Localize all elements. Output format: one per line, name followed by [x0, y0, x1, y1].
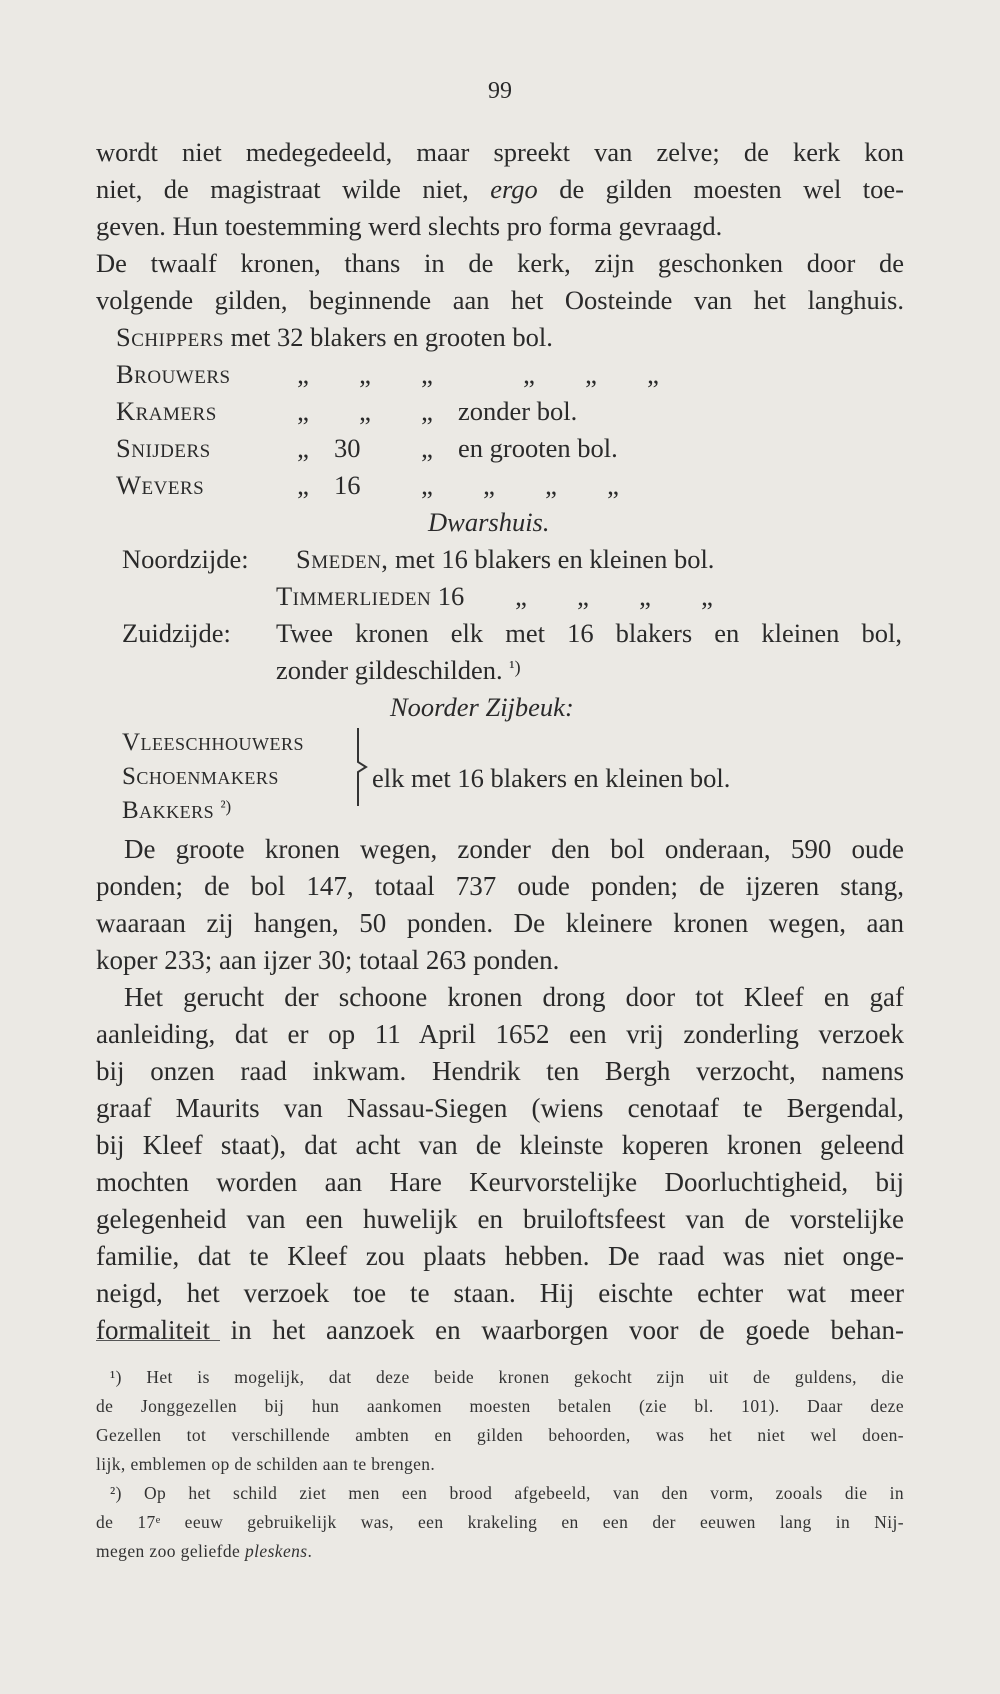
footnote-line: ²) Op het schild ziet men een brood afgebeeld, van den vorm, zooals die in [110, 1483, 904, 1503]
section-heading-noorder-zijbeuk: Noorder Zijbeuk: [390, 692, 574, 722]
text-line: waaraan zij hangen, 50 ponden. De kleinere kronen wegen, aan [96, 908, 904, 938]
ditto-marks: „ „ „ „ [515, 581, 713, 611]
guild-entry-values: „ 30 „ [297, 433, 433, 463]
text-line: bij Kleef staat), dat acht van de kleinste koperen kronen geleend [96, 1130, 904, 1160]
guild-entry: Brouwers [116, 359, 231, 389]
text-line: bij onzen raad inkwam. Hendrik ten Bergh verzocht, namens [96, 1056, 904, 1086]
ditto-marks: „ „ „ [297, 396, 433, 426]
footnote-line: ¹) Het is mogelijk, dat deze beide kronen gekocht zijn uit de guldens, die [110, 1367, 904, 1387]
text-line: De twaalf kronen, thans in de kerk, zijn geschonken door de [96, 248, 904, 278]
text-line: mochten worden aan Hare Keurvorstelijke Doorluchtigheid, bij [96, 1167, 904, 1197]
zijbeuk-shared-text: elk met 16 blakers en kleinen bol. [372, 763, 731, 793]
guild-entry: Snijders [116, 433, 211, 463]
noordzijde-line: Smeden, met 16 blakers en kleinen bol. [296, 544, 715, 574]
text-line: geven. Hun toestemming werd slechts pro forma gevraagd. [96, 211, 723, 241]
text-line: familie, dat te Kleef zou plaats hebben. De raad was niet onge- [96, 1241, 904, 1271]
ditto-marks: „ „ „ „ „ „ [297, 359, 659, 389]
guild-entry-rest: zonder bol. [458, 396, 578, 426]
zuidzijde-label: Zuidzijde: [122, 618, 231, 648]
text-line: wordt niet medegedeeld, maar spreekt van zelve; de kerk kon [96, 137, 904, 167]
text-line: koper 233; aan ijzer 30; totaal 263 ponden. [96, 945, 560, 975]
curly-brace [356, 726, 370, 808]
guild-entry: Wevers [116, 470, 205, 500]
text-line: formaliteit in het aanzoek en waarborgen voor de goede behan- [96, 1315, 904, 1345]
zuidzijde-line: Twee kronen elk met 16 blakers en kleinen bol, [276, 618, 902, 648]
zijbeuk-guild: Vleeschhouwers [122, 729, 305, 756]
text-line: neigd, het verzoek toe te staan. Hij eischte echter wat meer [96, 1278, 904, 1308]
page-number: 99 [488, 78, 512, 104]
text-line: graaf Maurits van Nassau-Siegen (wiens cenotaaf te Bergendal, [96, 1093, 904, 1123]
text-line: volgende gilden, beginnende aan het Oosteinde van het langhuis. [96, 285, 904, 315]
footnote-line: de 17ᵉ eeuw gebruikelijk was, een krakeling en een der eeuwen lang in Nij- [96, 1512, 904, 1532]
text-line: aanleiding, dat er op 11 April 1652 een vrij zonderling verzoek [96, 1019, 904, 1049]
guild-entry: Schippers met 32 blakers en grooten bol. [116, 322, 553, 352]
footnote-line: megen zoo geliefde pleskens. [96, 1541, 313, 1561]
footnote-rule [96, 1340, 220, 1341]
noordzijde-line: Timmerlieden 16 [276, 581, 465, 611]
zijbeuk-guild: Bakkers $^{^2)}$ [122, 797, 232, 824]
section-heading-dwarshuis: Dwarshuis. [428, 507, 550, 537]
guild-entry-values: „ 16 „ „ „ „ [297, 470, 619, 500]
guild-entry-rest: en grooten bol. [458, 433, 618, 463]
text-line: Het gerucht der schoone kronen drong door tot Kleef en gaf [124, 982, 904, 1012]
text-line: gelegenheid van een huwelijk en bruiloftsfeest van de vorstelijke [96, 1204, 904, 1234]
zuidzijde-line: zonder gildeschilden. $^{^1)}$ [276, 655, 521, 685]
footnote-line: de Jonggezellen bij hun aankomen moesten betalen (zie bl. 101). Daar deze [96, 1396, 904, 1416]
text-line: De groote kronen wegen, zonder den bol onderaan, 590 oude [124, 834, 904, 864]
guild-entry: Kramers [116, 396, 217, 426]
text-line: niet, de magistraat wilde niet, ergo de gilden moesten wel toe- [96, 174, 904, 204]
text-line: ponden; de bol 147, totaal 737 oude ponden; de ijzeren stang, [96, 871, 904, 901]
zijbeuk-guild: Schoenmakers [122, 763, 279, 790]
footnote-line: Gezellen tot verschillende ambten en gilden behoorden, was het niet wel doen- [96, 1425, 904, 1445]
noordzijde-label: Noordzijde: [122, 544, 249, 574]
footnote-line: lijk, emblemen op de schilden aan te brengen. [96, 1454, 436, 1474]
